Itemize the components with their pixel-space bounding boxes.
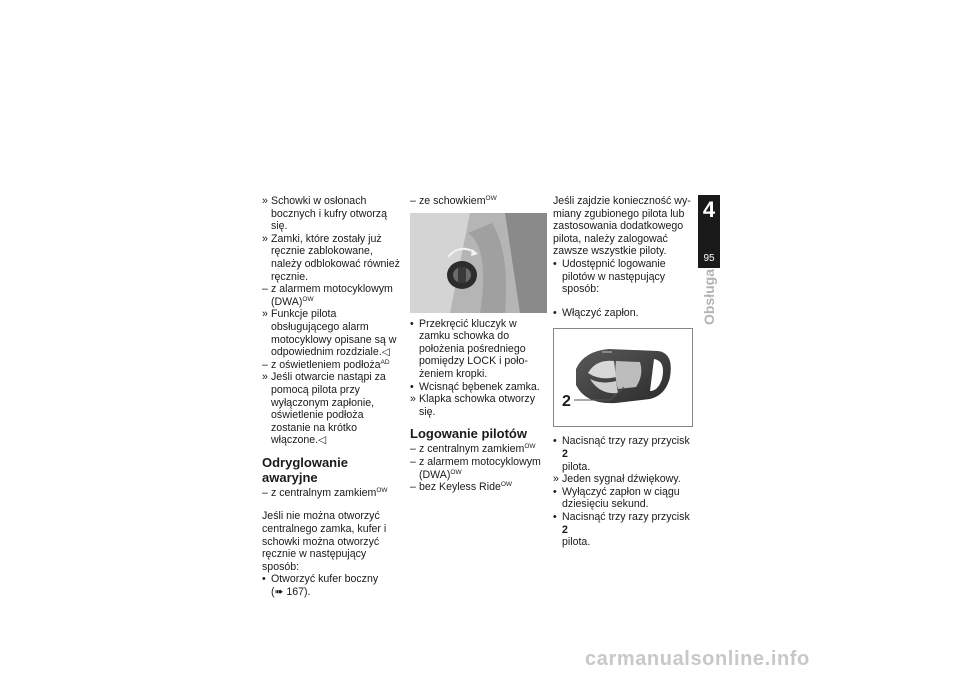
dash-marker: – [410, 195, 416, 207]
option-code: OW [500, 481, 513, 489]
result-item [262, 308, 402, 358]
page-number: 95 [703, 253, 715, 264]
item-text: Jeśli otwarcie nastąpi za pomocą pilota przy wyłączonym zapłonie, oświetlenie podłoża zostanie na krótko włączone.◁ [271, 371, 386, 447]
item-text: Schowki w osłonach bocznych i kufry otworzą się. [271, 195, 387, 233]
bullet-marker: • [553, 435, 557, 448]
result-marker: » [262, 308, 268, 321]
option-text: ze schowkiem [419, 195, 486, 207]
dash-marker: – [262, 283, 268, 296]
item-text: Zamki, które zostały już ręcznie zablokowane, należy odblokować również ręcznie. [271, 232, 400, 283]
bullet-marker: • [410, 317, 414, 330]
option-text: z centralnym zamkiem [419, 443, 525, 456]
result-item [262, 233, 402, 283]
item-text: pilota. [562, 460, 591, 473]
item-text: Nacisnąć trzy razy przycisk [562, 510, 690, 523]
column-middle [410, 195, 548, 494]
option-text: z oświetleniem podłoża [271, 358, 381, 371]
option-line [410, 195, 548, 208]
watermark-text: carmanualsonline.info [585, 648, 810, 670]
callout-ref: 2 [562, 523, 568, 536]
option-text: z alarmem motocyklowym (DWA) [419, 455, 541, 481]
bullet-item [553, 435, 693, 473]
option-code: AD [380, 358, 390, 366]
result-marker: » [262, 195, 268, 207]
callout-ref: 2 [562, 447, 568, 460]
item-text: Klapka schowka otworzy się. [419, 393, 535, 418]
column-left [262, 195, 402, 599]
item-text: Przekręcić kluczyk w zamku schowka do położenia pośredniego pomiędzy LOCK i położeniem kropki. [419, 317, 528, 380]
dash-marker: – [262, 486, 268, 499]
result-item [553, 473, 693, 486]
option-line [410, 443, 548, 456]
remote-key-illustration [554, 329, 692, 426]
bullet-marker: • [410, 380, 414, 393]
storage-lock-photo [410, 213, 547, 313]
option-line [262, 359, 402, 372]
result-item [262, 195, 402, 233]
bullet-marker: • [553, 306, 557, 319]
bullet-item [262, 573, 402, 598]
chapter-number: 4 [702, 197, 716, 222]
item-text: pilota. [562, 536, 591, 549]
result-marker: » [262, 232, 268, 245]
bullet-marker: • [262, 573, 266, 586]
option-line [262, 487, 402, 500]
column-right [553, 195, 693, 549]
bullet-item [553, 486, 693, 511]
dash-marker: – [410, 481, 416, 494]
section-side-label: Obsługa [701, 269, 717, 326]
item-text: Otworzyć kufer boczny [271, 573, 379, 586]
bullet-item [553, 307, 693, 320]
option-line [410, 456, 548, 481]
section-heading-emergency-unlock: Odryglowanie awaryjne [262, 454, 348, 485]
dash-marker: – [262, 358, 268, 371]
bullet-item [410, 318, 548, 381]
result-item [410, 393, 548, 418]
option-code: OW [450, 468, 462, 476]
option-code: OW [524, 443, 536, 451]
remote-key-figure [553, 328, 693, 427]
option-text: z centralnym zamkiem [271, 486, 377, 499]
item-text: Jeden sygnał dźwiękowy. [562, 473, 681, 486]
item-text: Nacisnąć trzy razy przycisk [562, 435, 690, 448]
section-heading-remote-login: Logowanie pilotów [410, 426, 527, 442]
bullet-marker: • [553, 510, 557, 523]
paragraph: Jeśli nie można otworzyć centralnego zamka, kufer i schowki można otworzyć ręcznie w następujący sposób: [262, 510, 387, 573]
item-text: Udostępnić logowanie pilotów w następujący sposób: [562, 257, 666, 296]
bullet-item [410, 381, 548, 394]
bullet-item [553, 258, 693, 296]
callout-label: 2 [562, 393, 571, 411]
item-text: Wcisnąć bębenek zamka. [419, 380, 540, 393]
item-text: Funkcje pilota obsługującego alarm motocyklowy opisane są w odpowiednim rozdziale.◁ [271, 308, 397, 359]
dash-marker: – [410, 455, 416, 468]
bullet-marker: • [553, 257, 557, 270]
dash-marker: – [410, 443, 416, 456]
option-code: OW [376, 486, 388, 494]
result-marker: » [262, 371, 268, 384]
item-text: Włączyć zapłon. [562, 306, 639, 319]
option-code: OW [485, 195, 497, 202]
paragraph: Jeśli zajdzie konieczność wymiany zgubionego pilota lub zastosowania dodatkowego pilota, należy zalogować zawsze wszystkie piloty. [553, 195, 691, 258]
lock-illustration [410, 213, 547, 313]
result-marker: » [553, 473, 559, 486]
bullet-item [553, 511, 693, 549]
item-text: Wyłączyć zapłon w ciągu dziesięciu sekund. [562, 485, 680, 511]
option-text: bez Keyless Ride [419, 481, 501, 494]
page-reference-link[interactable]: (➠ 167). [271, 586, 311, 599]
option-line [410, 481, 548, 494]
result-item [262, 371, 402, 447]
result-marker: » [410, 393, 416, 406]
option-code: OW [302, 295, 314, 303]
option-line [262, 283, 402, 308]
bullet-marker: • [553, 485, 557, 498]
option-text: z alarmem motocyklowym (DWA) [271, 283, 393, 308]
